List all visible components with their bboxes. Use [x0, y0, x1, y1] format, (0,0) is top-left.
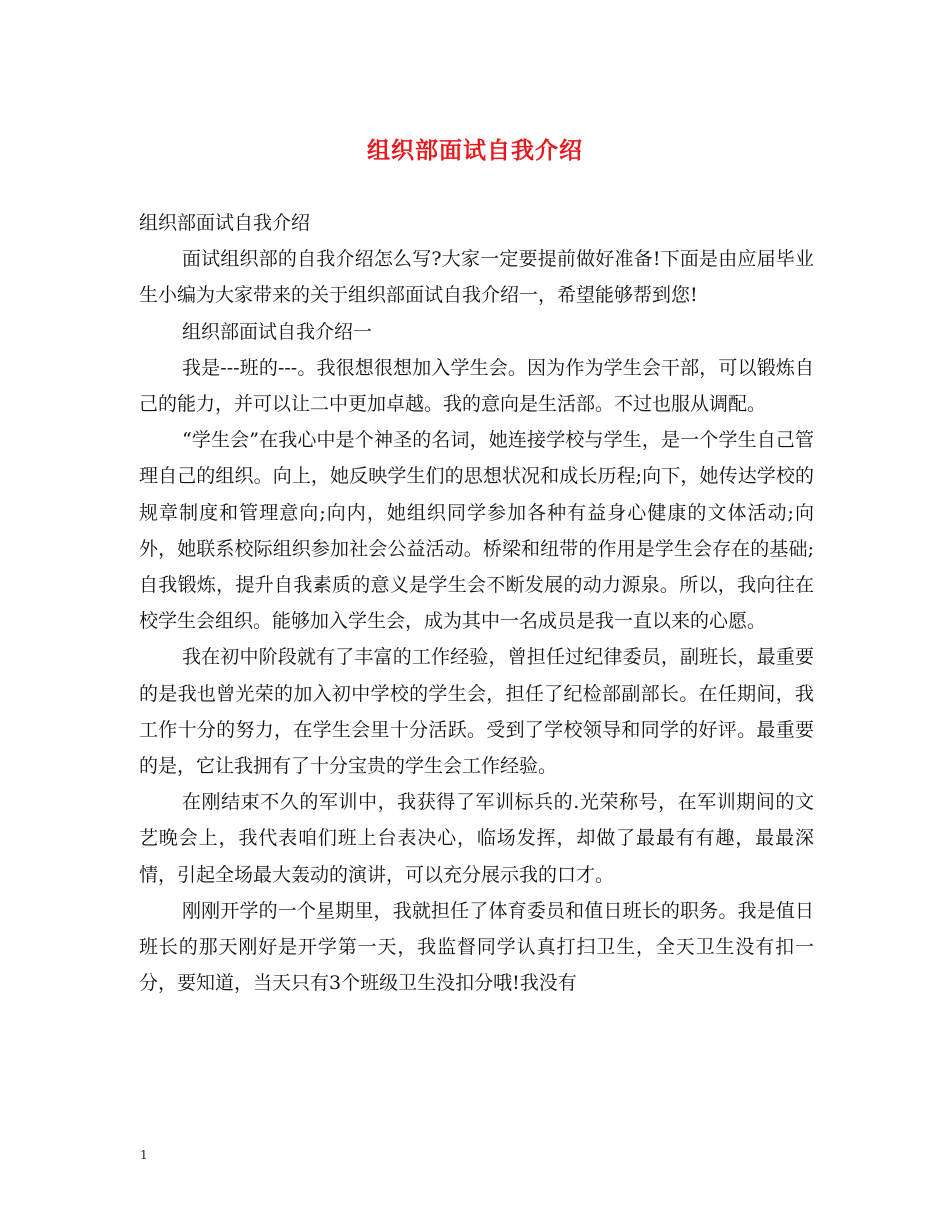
paragraph: 刚刚开学的一个星期里，我就担任了体育委员和值日班长的职务。我是值日班长的那天刚好是开学第一天，我监督同学认真打扫卫生，全天卫生没有扣一分，要知道，当天只有3个班级卫生没扣分哦!我没有 — [139, 899, 814, 995]
paragraph: 我是---班的---。我很想很想加入学生会。因为作为学生会干部，可以锻炼自己的能力，并可以让二中更加卓越。我的意向是生活部。不过也服从调配。 — [139, 356, 814, 416]
paragraph-intro: 面试组织部的自我介绍怎么写?大家一定要提前做好准备!下面是由应届毕业生小编为大家带来的关于组织部面试自我介绍一，希望能够帮到您! — [139, 248, 814, 307]
document-title: 组织部面试自我介绍 — [367, 137, 583, 164]
paragraph: “学生会”在我心中是个神圣的名词，她连接学校与学生，是一个学生自己管理自己的组织。向上，她反映学生们的思想状况和成长历程;向下，她传达学校的规章制度和管理意向;向内，她组织同学参加各种有益身心健康的文体活动;向外，她联系校际组织参加社会公益活动。桥梁和纽带的作用是学生会存在的基础;自我锻炼，提升自我素质的意义是学生会不断发展的动力源泉。所以，我向往在校学生会组织。能够加入学生会，成为其中一名成员是我一直以来的心愿。 — [139, 429, 814, 633]
page-number: 1 — [140, 1148, 148, 1162]
paragraph: 在刚结束不久的军训中，我获得了军训标兵的.光荣称号，在军训期间的文艺晚会上，我代表咱们班上台表决心，临场发挥，却做了最最有有趣，最最深情，引起全场最大轰动的演讲，可以充分展示我的口才。 — [139, 791, 814, 886]
document-body — [139, 205, 814, 1001]
paragraph: 我在初中阶段就有了丰富的工作经验，曾担任过纪律委员，副班长，最重要的是我也曾光荣的加入初中学校的学生会，担任了纪检部副部长。在任期间，我工作十分的努力，在学生会里十分活跃。受到了学校领导和同学的好评。最重要的是，它让我拥有了十分宝贵的学生会工作经验。 — [139, 646, 814, 778]
paragraph-heading: 组织部面试自我介绍 — [139, 212, 311, 234]
paragraph-subheading: 组织部面试自我介绍一 — [182, 320, 373, 343]
